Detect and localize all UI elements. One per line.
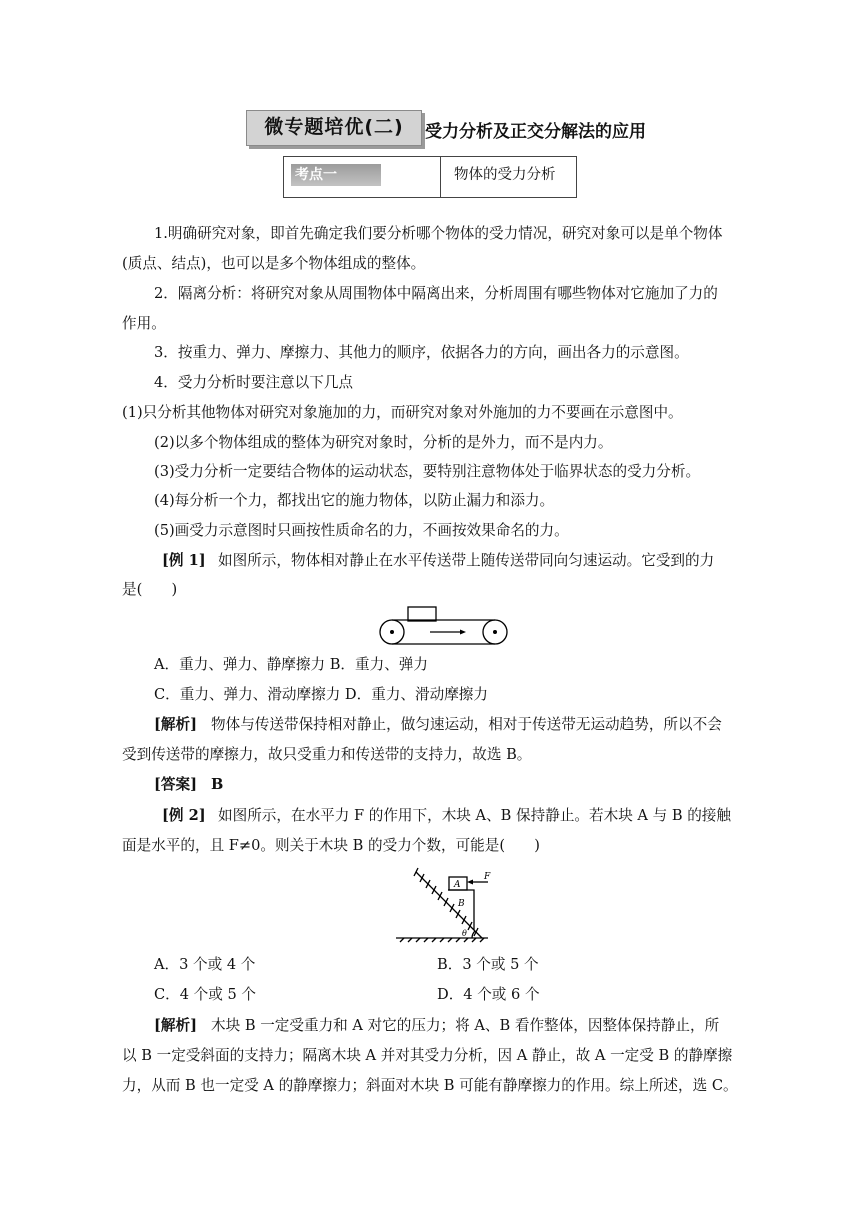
- example-2-question-line-2: 面是水平的，且 F≠0。则关于木块 B 的受力个数，可能是( ): [122, 837, 540, 854]
- example-2-analysis-line-2: 以 B 一定受斜面的支持力；隔离木块 A 并对其受力分析，因 A 静止，故 A 一定受 B 的静摩擦: [122, 1047, 733, 1064]
- sub-point-5: (5)画受力示意图时只画按性质命名的力，不画按效果命名的力。: [154, 522, 569, 539]
- example-2-option-b: B．3 个或 5 个: [437, 956, 539, 973]
- sub-point-2: (2)以多个物体组成的整体为研究对象时，分析的是外力，而不是内力。: [154, 434, 613, 451]
- kaodian-title: 物体的受力分析: [454, 167, 556, 183]
- figure-label-f: F: [484, 872, 491, 882]
- example-2-option-a: A．3 个或 4 个: [154, 956, 256, 973]
- example-1-analysis-line-1: 物体与传送带保持相对静止，做匀速运动，相对于传送带无运动趋势，所以不会: [211, 716, 722, 733]
- point-4: 4．受力分析时要注意以下几点: [154, 374, 354, 391]
- conveyor-belt-figure: [374, 604, 516, 648]
- example-1-label: [例 1]: [162, 552, 206, 569]
- example-2-question-line-1: 如图所示，在水平力 F 的作用下，木块 A、B 保持静止。若木块 A 与 B 的接触: [218, 807, 731, 824]
- example-2-analysis-line-1: 木块 B 一定受重力和 A 对它的压力；将 A、B 看作整体，因整体保持静止，所: [211, 1017, 720, 1034]
- example-1-answer-label: [答案]: [154, 776, 197, 793]
- sub-point-4: (4)每分析一个力，都找出它的施力物体，以防止漏力和添力。: [154, 492, 555, 509]
- incline-blocks-figure: [392, 864, 494, 946]
- example-1-analysis-line-2: 受到传送带的摩擦力，故只受重力和传送带的支持力，故选 B。: [122, 746, 532, 763]
- example-1-question-line-1: 如图所示，物体相对静止在水平传送带上随传送带同向匀速运动。它受到的力: [218, 552, 715, 569]
- point-3: 3．按重力、弹力、摩擦力、其他力的顺序，依据各力的方向，画出各力的示意图。: [154, 344, 689, 361]
- kaodian-label: 考点一: [291, 164, 381, 186]
- example-2-option-d: D．4 个或 6 个: [437, 986, 540, 1003]
- example-1-options-cd: C．重力、弹力、滑动摩擦力 D．重力、滑动摩擦力: [154, 686, 488, 703]
- kaodian-divider: [440, 156, 441, 198]
- example-2-label: [例 2]: [162, 807, 206, 824]
- topic-tag: 微专题培优(二): [264, 116, 404, 138]
- point-2-line-1: 2．隔离分析：将研究对象从周围物体中隔离出来，分析周围有哪些物体对它施加了力的: [154, 285, 718, 302]
- example-2-option-c: C．4 个或 5 个: [154, 986, 257, 1003]
- point-2-line-2: 作用。: [122, 315, 166, 332]
- example-2-analysis-line-3: 力，从而 B 也一定受 A 的静摩擦力；斜面对木块 B 可能有静摩擦力的作用。综上所述，选 C。: [122, 1077, 738, 1094]
- sub-point-1: (1)只分析其他物体对研究对象施加的力，而研究对象对外施加的力不要画在示意图中。: [122, 404, 683, 421]
- figure-label-b: B: [458, 899, 465, 909]
- example-1-analysis-label: [解析]: [154, 716, 197, 733]
- sub-point-3: (3)受力分析一定要结合物体的运动状态，要特别注意物体处于临界状态的受力分析。: [154, 463, 701, 480]
- example-1-options-ab: A．重力、弹力、静摩擦力 B．重力、弹力: [154, 656, 428, 673]
- example-1-question-line-2: 是( ): [122, 581, 178, 598]
- point-1-line-2: (质点、结点)，也可以是多个物体组成的整体。: [122, 255, 426, 272]
- example-2-analysis-label: [解析]: [154, 1017, 197, 1034]
- point-1-line-1: 1.明确研究对象，即首先确定我们要分析哪个物体的受力情况，研究对象可以是单个物体: [154, 225, 723, 242]
- example-1-answer: B: [211, 776, 224, 793]
- figure-label-a: A: [454, 880, 461, 890]
- figure-label-theta: θ: [462, 929, 467, 938]
- page-title: 受力分析及正交分解法的应用: [425, 122, 646, 142]
